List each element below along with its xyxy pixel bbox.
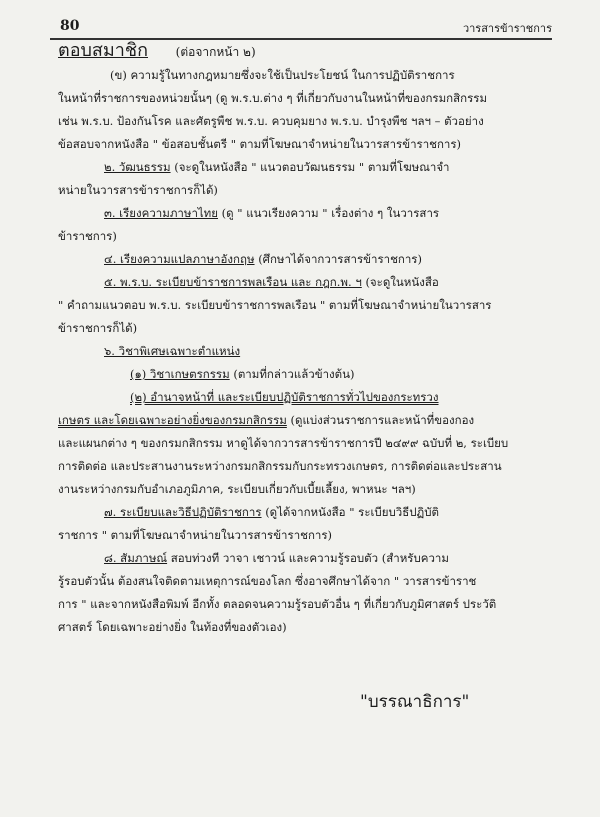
- item-text: (ตามที่กล่าวแล้วข้างต้น): [233, 367, 355, 381]
- item-text-line: รู้รอบตัวนั้น ต้องสนใจติดตามเหตุการณ์ของโลก ซึ่งอาจศึกษาได้จาก " วารสารข้าราช: [58, 574, 477, 588]
- item-label: ๗. ระเบียบและวิธีปฏิบัติราชการ: [104, 505, 262, 519]
- item-text-line: ข้าราชการก็ได้): [58, 321, 138, 335]
- section-title: ตอบสมาชิก: [58, 40, 148, 61]
- item-label: ๔. เรียงความแปลภาษาอังกฤษ: [104, 252, 255, 266]
- item-text-line: ข้าราชการ): [58, 229, 117, 243]
- item-thai-essay: [58, 204, 558, 227]
- item-duties-line: [58, 411, 558, 434]
- item-text-line: การติดต่อ และประสานงานระหว่างกรมกสิกรรมกับกระทรวงเกษตร, การติดต่อและประสาน: [58, 459, 502, 473]
- item-text-line: (ข) ความรู้ในทางกฎหมายซึ่งจะใช้เป็นประโยชน์ ในการปฏิบัติราชการ: [110, 68, 455, 82]
- item-text: (จะดูในหนังสือ " แนวตอบวัฒนธรรม " ตามที่โฆษณาจำ: [174, 160, 450, 174]
- item-text-line: ศาสตร์ โดยเฉพาะอย่างยิ่ง ในท้องที่ของตัวเอง): [58, 620, 287, 634]
- page-number: 80: [60, 18, 80, 34]
- item-text: (จะดูในหนังสือ: [365, 275, 439, 289]
- item-text-line: และแผนกต่าง ๆ ของกรมกสิกรรม หาดูได้จากวารสารข้าราชการปี ๒๔๙๙ ฉบับที่ ๒, ระเบียบ: [58, 436, 509, 450]
- item-label: ๓. เรียงความภาษาไทย: [104, 206, 219, 220]
- item-interview: [58, 549, 558, 572]
- item-text-line: ในหน้าที่ราชการของหน่วยนั้นๆ (ดู พ.ร.บ.ต่าง ๆ ที่เกี่ยวกับงานในหน้าที่ของกรมกสิกรรม: [58, 91, 488, 105]
- item-text-line: " คำถามแนวตอบ พ.ร.บ. ระเบียบข้าราชการพลเรือน " ตามที่โฆษณาจำหน่ายในวารสาร: [58, 298, 492, 312]
- editor-signoff: "บรรณาธิการ": [360, 692, 470, 712]
- section-heading: [58, 36, 558, 66]
- item-text: (ดู " แนวเรียงความ " เรื่องต่าง ๆ ในวารสาร: [221, 206, 440, 220]
- item-procedures: [58, 503, 558, 526]
- item-civil-service-act: [58, 273, 558, 296]
- section-continued-note: (ต่อจากหน้า ๒): [175, 45, 256, 59]
- item-duties: [58, 388, 558, 411]
- item-english-translation: [58, 250, 558, 273]
- item-label: ๖. วิชาพิเศษเฉพาะตำแหน่ง: [104, 344, 241, 358]
- item-special-subjects: [58, 342, 558, 365]
- item-culture: [58, 158, 558, 181]
- item-label: (๒) อำนาจหน้าที่ และระเบียบปฏิบัติราชการทั่วไปของกระทรวง: [130, 390, 439, 404]
- item-label: เกษตร และโดยเฉพาะอย่างยิ่งของกรมกสิกรรม: [58, 413, 287, 427]
- item-text-line: ข้อสอบจากหนังสือ " ข้อสอบชั้นตรี " ตามที่โฆษณาจำหน่ายในวารสารข้าราชการ): [58, 137, 462, 151]
- item-agriculture: [58, 365, 558, 388]
- item-label: ๘. สัมภาษณ์: [104, 551, 168, 565]
- item-label: ๕. พ.ร.บ. ระเบียบข้าราชการพลเรือน และ กฎก.พ. ฯ: [104, 275, 362, 289]
- item-text-line: เช่น พ.ร.บ. ป้องกันโรค และศัตรูพืช พ.ร.บ. ควบคุมยาง พ.ร.บ. บำรุงพืช ฯลฯ – ตัวอย่าง: [58, 114, 484, 128]
- article-body: [58, 36, 558, 641]
- item-text: (ดูแบ่งส่วนราชการและหน้าที่ของกอง: [290, 413, 475, 427]
- item-label: ๒. วัฒนธรรม: [104, 160, 171, 174]
- item-text-line: การ " และจากหนังสือพิมพ์ อีกทั้ง ตลอดจนความรู้รอบตัวอื่น ๆ ที่เกี่ยวกับภูมิศาสตร์ ประวัติ: [58, 597, 497, 611]
- item-text: (ดูได้จากหนังสือ " ระเบียบวิธีปฏิบัติ: [265, 505, 440, 519]
- item-text-line: หน่ายในวารสารข้าราชการก็ได้): [58, 183, 218, 197]
- item-text-line: งานระหว่างกรมกับอำเภอภูมิภาค, ระเบียบเกี่ยวกับเบี้ยเลี้ยง, พาหนะ ฯลฯ): [58, 482, 416, 496]
- item-text: สอบท่วงที วาจา เชาวน์ และความรู้รอบตัว (สำหรับความ: [170, 551, 449, 565]
- item-label: (๑) วิชาเกษตรกรรม: [130, 367, 230, 381]
- journal-title: วารสารข้าราชการ: [462, 22, 552, 35]
- item-text-line: ราชการ " ตามที่โฆษณาจำหน่ายในวารสารข้าราชการ): [58, 528, 333, 542]
- item-text: (ศึกษาได้จากวารสารข้าราชการ): [258, 252, 422, 266]
